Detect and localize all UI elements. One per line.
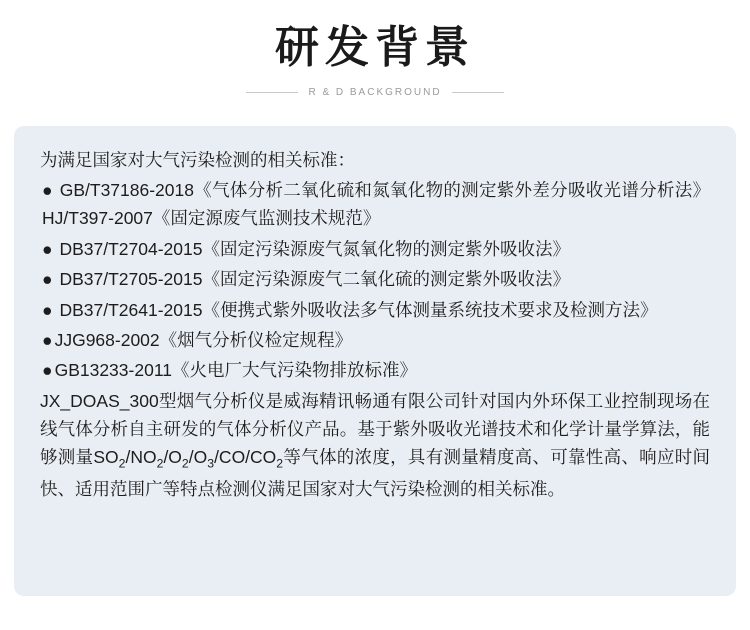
standard-item <box>40 265 710 293</box>
standard-item <box>40 296 710 324</box>
description-part-1: JX_DOAS_300型烟气分析仪是威海精讯畅通有限公司针对国内外环保工业控制现场在线气体分析自主研发的气体分析仪产品。基于紫外吸收光谱技术和化学计量学算法，能够测量SO <box>40 390 710 468</box>
standard-item <box>40 326 710 354</box>
description-part-4: /O <box>188 447 208 468</box>
description-part-3: /O <box>163 447 182 468</box>
content-panel <box>14 126 736 596</box>
page-subtitle-group <box>0 87 750 98</box>
page-title: 研发背景 <box>275 23 475 72</box>
intro-text: 为满足国家对大气污染检测的相关标准： <box>40 149 355 170</box>
bullet-icon: ● <box>42 238 53 259</box>
subtitle-right-rule <box>452 92 504 93</box>
standard-text: DB37/T2641-2015《便携式紫外吸收法多气体测量系统技术要求及检测方法》 <box>54 299 658 320</box>
description-part-5: /CO/CO <box>214 447 277 468</box>
description-paragraph <box>40 387 710 503</box>
description-sub-2: 2 <box>156 456 164 471</box>
standard-text: DB37/T2704-2015《固定污染源废气氮氧化物的测定紫外吸收法》 <box>54 238 570 259</box>
description-sub-1: 2 <box>118 456 126 471</box>
page-subtitle: R & D BACKGROUND <box>308 86 442 98</box>
description-sub-4: 3 <box>207 456 215 471</box>
bullet-icon: ● <box>42 180 53 201</box>
description-sub-5: 2 <box>276 456 284 471</box>
description-sub-3: 2 <box>181 456 189 471</box>
standard-item <box>40 235 710 263</box>
standard-text: JJG968-2002《烟气分析仪检定规程》 <box>54 329 353 350</box>
page-header <box>0 0 750 98</box>
standard-item <box>40 176 710 233</box>
bullet-icon: ● <box>42 329 53 350</box>
bullet-icon: ● <box>42 360 53 381</box>
standard-text: GB/T37186-2018《气体分析二氧化硫和氮氧化物的测定紫外差分吸收光谱分析法》HJ/T397-2007《固定源废气监测技术规范》 <box>42 180 710 229</box>
bullet-icon: ● <box>42 269 53 290</box>
standard-item <box>40 356 710 384</box>
bullet-icon: ● <box>42 299 53 320</box>
subtitle-left-rule <box>246 92 298 93</box>
standard-text: GB13233-2011《火电厂大气污染物排放标准》 <box>54 360 417 381</box>
description-part-2: /NO <box>125 447 157 468</box>
standard-text: DB37/T2705-2015《固定污染源废气二氧化硫的测定紫外吸收法》 <box>54 269 570 290</box>
product-description <box>40 387 710 503</box>
description-part-6: 等气体的浓度，具有测量精度高、可靠性高、响应时间快、适用范围广等特点检测仪满足国家对大气污染检测的相关标准。 <box>40 447 710 499</box>
